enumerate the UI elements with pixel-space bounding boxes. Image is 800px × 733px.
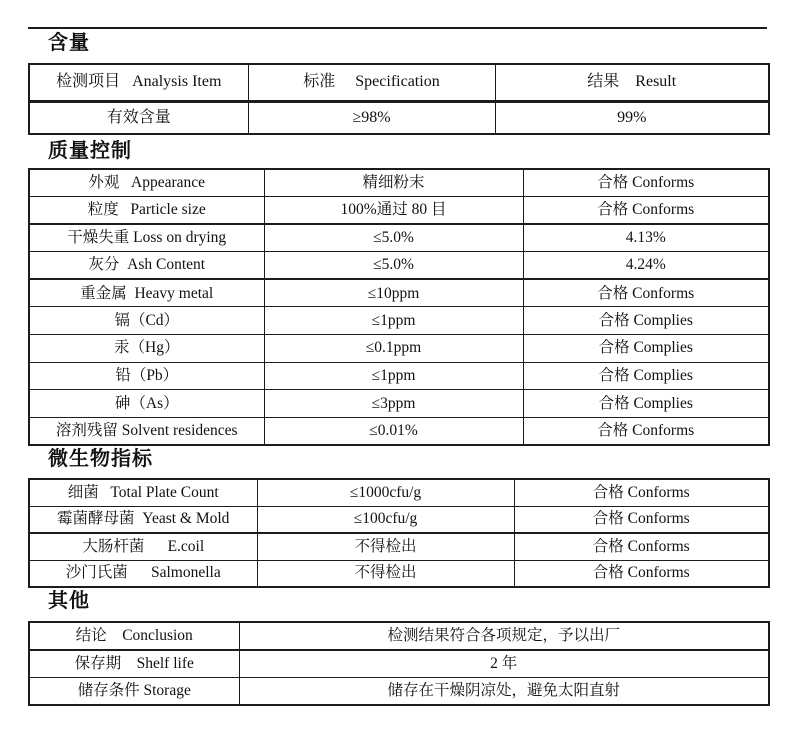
table-row [29,197,769,225]
table-row [29,335,769,363]
table-row [29,252,769,280]
section-heading-other: 其他 [48,590,90,612]
analysis-item-cell: 结论 Conclusion [29,622,239,650]
specification-cell: ≤1ppm [264,307,523,335]
analysis-item-cell: 重金属 Heavy metal [29,279,264,307]
analysis-item-cell: 镉（Cd） [29,307,264,335]
table-row [29,101,769,134]
section-heading-content: 含量 [48,32,90,54]
result-cell: 合格 Conforms [523,197,769,225]
table-row [29,479,769,506]
analysis-item-cell: 外观 Appearance [29,169,264,197]
analysis-item-cell: 铅（Pb） [29,362,264,390]
table-row [29,169,769,197]
result-cell: 合格 Conforms [523,279,769,307]
quality-control-table [28,168,770,446]
other-info-table [28,621,770,706]
result-cell: 4.13% [523,224,769,252]
specification-cell: 不得检出 [257,533,514,560]
table-row [29,560,769,587]
result-cell: 合格 Conforms [514,560,769,587]
result-cell: 合格 Complies [523,335,769,363]
specification-cell: ≤0.01% [264,417,523,445]
specification-cell: ≤5.0% [264,224,523,252]
column-header-specification: 标准 Specification [248,64,495,101]
result-cell: 合格 Complies [523,390,769,418]
specification-cell: 100%通过 80 目 [264,197,523,225]
section-heading-microbiological: 微生物指标 [48,448,153,470]
result-cell: 合格 Complies [523,362,769,390]
analysis-item-cell: 干燥失重 Loss on drying [29,224,264,252]
analysis-item-cell: 汞（Hg） [29,335,264,363]
other-table-body [29,622,769,705]
table-row [29,533,769,560]
analysis-item-cell: 有效含量 [29,101,248,134]
value-cell: 储存在干燥阴凉处，避免太阳直射 [239,677,769,705]
table-row [29,677,769,705]
content-table [28,63,770,135]
specification-cell: 不得检出 [257,560,514,587]
analysis-item-cell: 保存期 Shelf life [29,650,239,678]
analysis-item-cell: 溶剂残留 Solvent residences [29,417,264,445]
content-table-body [29,101,769,134]
table-row [29,224,769,252]
result-cell: 合格 Conforms [523,169,769,197]
result-cell: 合格 Conforms [514,506,769,533]
result-cell: 合格 Conforms [514,479,769,506]
specification-cell: ≤5.0% [264,252,523,280]
section-heading-quality-control: 质量控制 [48,140,132,162]
analysis-item-cell: 粒度 Particle size [29,197,264,225]
result-cell: 99% [495,101,769,134]
analysis-item-cell: 灰分 Ash Content [29,252,264,280]
specification-cell: 精细粉末 [264,169,523,197]
table-row [29,390,769,418]
specification-cell: ≥98% [248,101,495,134]
table-row [29,506,769,533]
table-row [29,622,769,650]
table-row [29,279,769,307]
specification-cell: ≤1ppm [264,362,523,390]
table-row [29,362,769,390]
top-rule-line [28,27,767,29]
value-cell: 2 年 [239,650,769,678]
column-header-result: 结果 Result [495,64,769,101]
specification-cell: ≤10ppm [264,279,523,307]
content-table-header-row [29,64,769,101]
result-cell: 合格 Conforms [514,533,769,560]
specification-cell: ≤1000cfu/g [257,479,514,506]
specification-cell: ≤3ppm [264,390,523,418]
table-row [29,307,769,335]
specification-cell: ≤0.1ppm [264,335,523,363]
analysis-item-cell: 砷（As） [29,390,264,418]
analysis-item-cell: 细菌 Total Plate Count [29,479,257,506]
result-cell: 4.24% [523,252,769,280]
quality-table-body [29,169,769,445]
column-header-analysis-item: 检测项目 Analysis Item [29,64,248,101]
analysis-item-cell: 储存条件 Storage [29,677,239,705]
result-cell: 合格 Complies [523,307,769,335]
micro-table-body [29,479,769,587]
table-row [29,417,769,445]
analysis-item-cell: 大肠杆菌 E.coil [29,533,257,560]
specification-cell: ≤100cfu/g [257,506,514,533]
value-cell: 检测结果符合各项规定，予以出厂 [239,622,769,650]
microbiological-table [28,478,770,588]
table-row [29,650,769,678]
analysis-item-cell: 沙门氏菌 Salmonella [29,560,257,587]
result-cell: 合格 Conforms [523,417,769,445]
analysis-item-cell: 霉菌酵母菌 Yeast & Mold [29,506,257,533]
